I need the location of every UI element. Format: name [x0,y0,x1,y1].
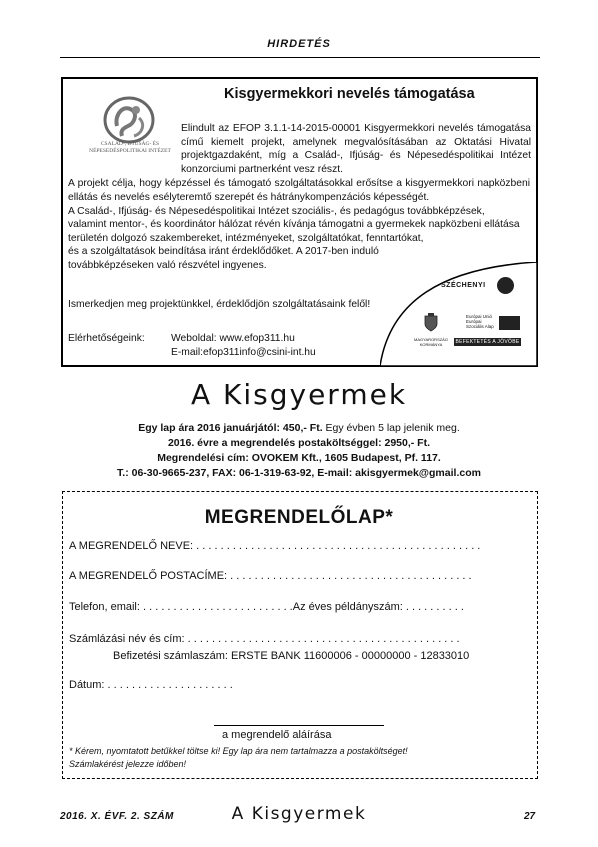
signature-label: a megrendelő aláírása [222,729,332,741]
contact-label: Elérhetőségeink: [68,333,145,344]
footer-issue: 2016. X. ÉVF. 2. SZÁM [60,811,174,822]
eu-flag-icon [499,316,520,330]
ad-paragraph-services-2: valamint mentor-, és koordinátor hálózat révén kívánja támogatni a gyermekek napközbeni ellátása [68,219,520,230]
investment-banner: BEFEKTETÉS A JÖVŐBE [455,339,520,345]
order-address: Megrendelési cím: OVOKEM Kft., 1605 Budapest, Pf. 117. [157,452,441,464]
ad-paragraph-services-1: A Család-, Ifjúság- és Népesedéspolitikai Intézet szociális-, és pedagógus továbbképzések, [68,206,485,217]
phone-email-field[interactable]: Telefon, email: . . . . . . . . . . . . . . . . . . . . . . . . .Az éves példányszám: . . . . . . . . . . [69,601,464,613]
section-header: HIRDETÉS [267,38,331,50]
magazine-brand: A Kisgyermek [190,378,408,411]
eu-fund-text: Európai Unió Európai Szociális Alap [466,314,494,329]
page-number: 27 [524,811,536,822]
contact-website: Weboldal: www.efop311.hu [171,333,295,344]
hungary-crest-icon [424,313,438,332]
footer-brand: A Kisgyermek [231,804,367,824]
szechenyi-logo-text: SZÉCHENYI [441,282,486,289]
form-note: * Kérem, nyomtatott betűkkel töltse ki! Egy lap ára nem tartalmazza a postaköltséget! [69,746,408,756]
order-form-title: MEGRENDELŐLAP* [204,507,394,528]
ad-paragraph-services-4: és a szolgáltatások beindítása iránt érdeklődőket. A 2017-ben induló [68,246,379,257]
orderer-address-field[interactable]: A MEGRENDELŐ POSTACÍME: . . . . . . . . . . . . . . . . . . . . . . . . . . . . . . . . . . . . . . . . [69,570,472,582]
ad-paragraph-invite: Ismerkedjen meg projektünkkel, érdeklődjön szolgáltatásaink felől! [68,299,371,310]
billing-field[interactable]: Számlázási név és cím: . . . . . . . . . . . . . . . . . . . . . . . . . . . . . . . . . . . . . . . . . . . . . [69,633,460,645]
header-rule [60,57,540,58]
institute-logo-icon [84,96,174,166]
ad-paragraph-goal: A projekt célja, hogy képzéssel és támogató szolgáltatásokkal erősítse a kisgyermekkori napközbeni ellátás és nevelés esélyteremtő szerepét és hátránykompenzációs képességét. [68,178,530,203]
szechenyi-logo-icon [497,277,514,294]
date-field[interactable]: Dátum: . . . . . . . . . . . . . . . . . . . . . [69,679,233,691]
contact-phone-line [0,466,598,480]
institute-logo-text: CSALÁD-, IFJÚSÁG- ÉS NÉPESEDÉSPOLITIKAI INTÉZET [89,141,171,154]
bank-account: Befizetési számlaszám: ERSTE BANK 11600006 - 00000000 - 12833010 [113,650,470,662]
yearly-price: 2016. évre a megrendelés postaköltséggel: 2950,- Ft. [167,437,431,449]
government-logo-text: MAGYARORSZÁG KORMÁNYA [414,337,448,347]
form-note-invoice: Számlakérést jelezze időben! [69,759,187,769]
order-address-line [0,451,598,465]
partner-panel-curve [380,262,537,366]
subscription-price-line [0,421,598,435]
contact-email: E-mail:efop311info@csini-int.hu [171,347,316,358]
price-bold: Egy lap ára 2016 januárjától: 450,- Ft. [138,422,323,434]
signature-line[interactable] [214,725,384,726]
ad-title: Kisgyermekkori nevelés támogatása [224,86,475,102]
ad-paragraph-intro: Elindult az EFOP 3.1.1-14-2015-00001 Kisgyermekkori nevelés támogatása című kiemelt projekt, amelynek megvalósításában az Oktatási Hivatal projektgazdaként, míg a Család-, Ifjúság- és Népesedéspolitikai Intézet konzorciumi partnerként vesz részt. [181,123,531,175]
contact-phone: T.: 06-30-9665-237, FAX: 06-1-319-63-92, E-mail: akisgyermek@gmail.com [117,467,481,479]
issues-per-year: Egy évben 5 lap jelenik meg. [322,422,460,434]
subscription-yearly-line [0,436,598,450]
orderer-name-field[interactable]: A MEGRENDELŐ NEVE: . . . . . . . . . . . . . . . . . . . . . . . . . . . . . . . . . . . . . . . . . . . . . . . [69,540,481,552]
ad-paragraph-services-5: továbbképzéseken való részvétel ingyenes. [68,260,267,271]
ad-paragraph-services-3: területén dolgozó szakembereket, intézményeket, szolgáltatókat, fenntartókat, [68,233,424,244]
